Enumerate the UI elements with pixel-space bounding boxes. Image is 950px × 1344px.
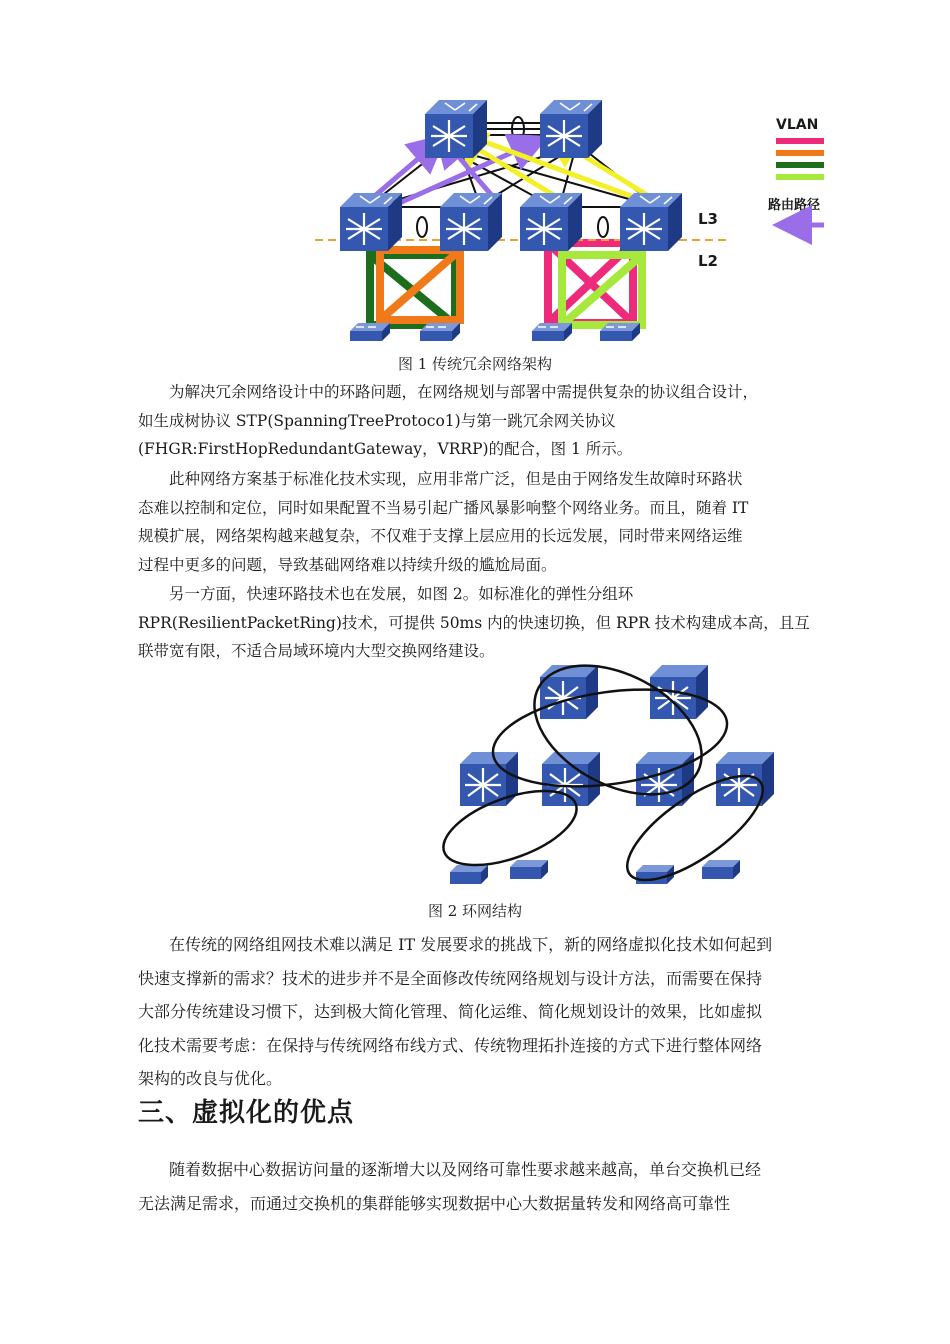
figure1-caption: 图 1 传统冗余网络架构: [397, 355, 553, 373]
text-line: 化技术需要考虑：在保持与传统网络布线方式、传统物理拓扑连接的方式下进行整体网络: [138, 1035, 763, 1055]
vlan-loops-left: [370, 250, 460, 325]
text-line: 另一方面，快速环路技术也在发展，如图 2。如标准化的弹性分组环: [169, 585, 634, 603]
access-switch-icon: [532, 323, 572, 341]
layer-label-l2: L2: [698, 252, 718, 270]
text-line: 为解决冗余网络设计中的环路问题，在网络规划与部署中需提供复杂的协议组合设计，: [169, 383, 759, 401]
paragraph-3: [138, 580, 814, 666]
link-bundle-ring: [598, 217, 608, 237]
text-line: 架构的改良与优化。: [138, 1069, 283, 1088]
core-switch-icon: [425, 100, 487, 158]
layer-label-l3: L3: [698, 210, 718, 228]
access-switch-icon: [600, 323, 640, 341]
access-switch-icon: [420, 323, 460, 341]
text-line: 无法满足需求，而通过交换机的集群能够实现数据中心大数据量转发和网络高可靠性: [138, 1193, 731, 1213]
text-line: RPR(ResilientPacketRing)技术，可提供 50ms 内的快速切换，但 RPR 技术构建成本高，且互: [138, 613, 810, 632]
section-heading: 三、虚拟化的优点: [138, 1098, 355, 1128]
distribution-switch-icon: [620, 193, 682, 251]
paragraph-2: [138, 465, 814, 579]
paragraph-5: [138, 1153, 814, 1220]
paragraph-1: [138, 378, 814, 464]
text-line: 在传统的网络组网技术难以满足 IT 发展要求的挑战下，新的网络虚拟化技术如何起到: [169, 935, 773, 954]
text-line: 大部分传统建设习惯下，达到极大简化管理、简化运维、简化规划设计的效果，比如虚拟: [138, 1002, 763, 1021]
access-switch-icon: [450, 865, 488, 884]
core-switch-icon: [540, 100, 602, 158]
access-switch-icon: [350, 323, 390, 341]
text-line: 随着数据中心数据访问量的逐渐增大以及网络可靠性要求越来越高，单台交换机已经: [169, 1160, 762, 1179]
text-line: (FHGR:FirstHopRedundantGateway，VRRP)的配合，图 1 所示。: [138, 440, 633, 458]
distribution-switch-icon: [340, 193, 402, 251]
vlan-loops-right: [548, 243, 642, 325]
text-line: 过程中更多的问题，导致基础网络难以持续升级的尴尬局面。: [138, 555, 557, 574]
figure2-caption: 图 2 环网结构: [427, 902, 523, 920]
access-switch-icon: [702, 860, 740, 879]
text-line: 如生成树协议 STP(SpanningTreeProtoco1)与第一跳冗余网关协议: [138, 411, 616, 430]
access-switch-icon: [510, 860, 548, 879]
paragraph-4: [138, 928, 814, 1096]
legend-route-label: 路由路径: [768, 198, 821, 213]
figure2-ring-diagram: [440, 660, 790, 895]
figure1-network-diagram: [300, 95, 840, 350]
legend-vlan-title: VLAN: [776, 117, 819, 133]
link-bundle-ring: [417, 217, 427, 237]
text-line: 联带宽有限，不适合局域环境内大型交换网络建设。: [138, 642, 495, 660]
distribution-switch-icon: [440, 193, 502, 251]
text-line: 快速支撑新的需求？技术的进步并不是全面修改传统网络规划与设计方法，而需要在保持: [138, 968, 763, 988]
text-line: 规模扩展，网络架构越来越复杂，不仅难于支撑上层应用的长远发展，同时带来网络运维: [138, 527, 743, 545]
distribution-switch-icon: [520, 193, 582, 251]
text-line: 此种网络方案基于标准化技术实现，应用非常广泛，但是由于网络发生故障时环路状: [169, 470, 743, 488]
core-switch-icon: [540, 665, 598, 719]
text-line: 态难以控制和定位，同时如果配置不当易引起广播风暴影响整个网络业务。而且，随着 IT: [138, 498, 749, 517]
legend-vlan-swatches: [776, 138, 824, 180]
